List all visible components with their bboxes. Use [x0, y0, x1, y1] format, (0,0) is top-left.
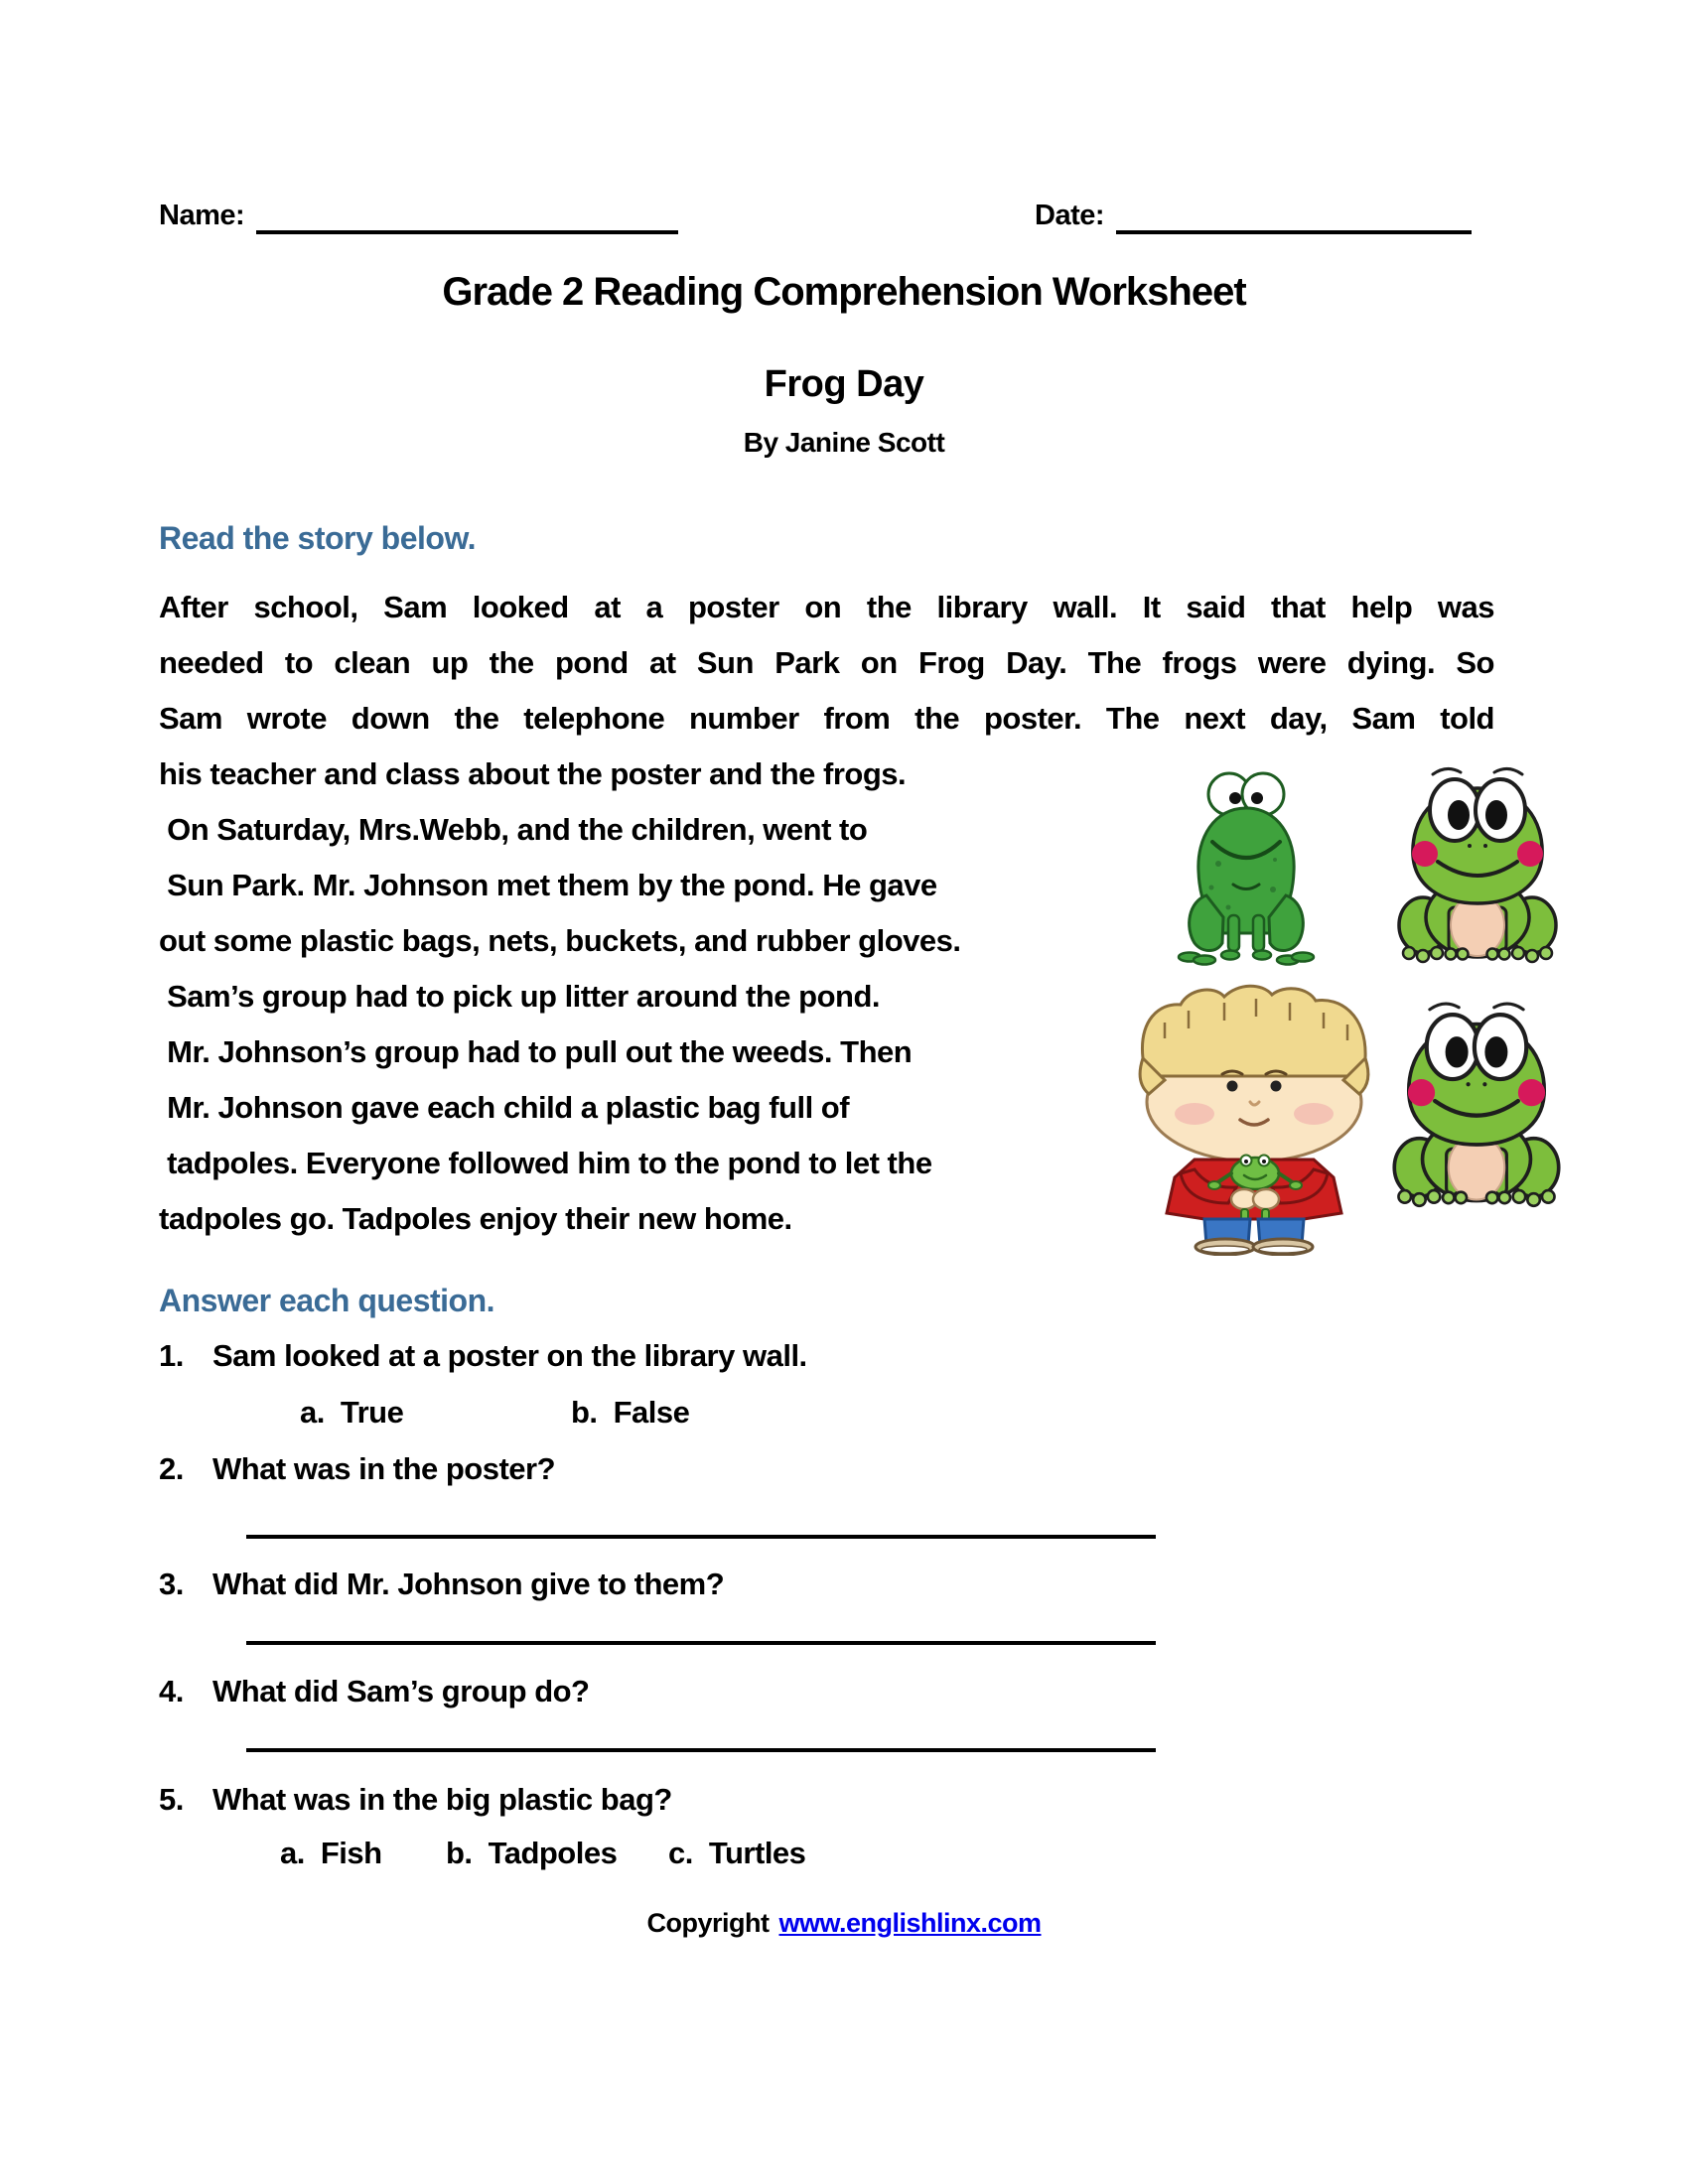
question-5-option-b — [446, 1836, 617, 1871]
story-line: Mr. Johnson’s group had to pull out the weeds. Then — [159, 1034, 913, 1069]
question-number: 4. — [159, 1674, 184, 1708]
story-line: Sun Park. Mr. Johnson met them by the pond. He gave — [159, 868, 937, 902]
copyright — [0, 1908, 1688, 1939]
option-label: b. — [446, 1836, 473, 1870]
question-1-option-a — [300, 1395, 403, 1431]
story-line: Sam wrote down the telephone number from the poster. The next day, Sam told — [159, 701, 1494, 736]
option-text: Fish — [320, 1836, 382, 1870]
option-text: True — [340, 1395, 404, 1430]
option-label: a. — [280, 1836, 305, 1870]
read-instruction: Read the story below. — [159, 520, 477, 556]
question-text: What was in the poster? — [212, 1451, 556, 1486]
boy-holding-frog-icon — [1129, 963, 1382, 1261]
answer-line-q2[interactable] — [246, 1535, 1156, 1539]
story-line: tadpoles go. Tadpoles enjoy their new home. — [159, 1201, 792, 1236]
question-2 — [159, 1451, 555, 1487]
date-field — [1035, 197, 1472, 234]
date-input-line[interactable] — [1116, 197, 1472, 234]
page-title: Grade 2 Reading Comprehension Worksheet — [442, 270, 1246, 314]
option-text: False — [613, 1395, 690, 1430]
name-field — [159, 197, 678, 234]
date-label: Date: — [1035, 200, 1105, 231]
question-number: 2. — [159, 1451, 184, 1486]
story-line: Sam’s group had to pick up litter around the pond. — [159, 979, 880, 1014]
question-number: 3. — [159, 1567, 184, 1601]
story-line: On Saturday, Mrs.Webb, and the children, went to — [159, 812, 868, 847]
name-input-line[interactable] — [256, 197, 678, 234]
question-5-option-a — [280, 1836, 382, 1871]
answer-instruction: Answer each question. — [159, 1283, 495, 1318]
story-line: needed to clean up the pond at Sun Park on Frog Day. The frogs were dying. So — [159, 645, 1494, 680]
story-line: his teacher and class about the poster and the frogs. — [159, 756, 907, 791]
option-label: a. — [300, 1395, 325, 1430]
option-label: c. — [668, 1836, 693, 1870]
cute-frog-icon — [1393, 758, 1562, 969]
story-line: Mr. Johnson gave each child a plastic bag full of — [159, 1090, 850, 1125]
question-text: What did Mr. Johnson give to them? — [212, 1567, 725, 1601]
story-title: Frog Day — [764, 363, 924, 405]
question-1 — [159, 1338, 807, 1374]
cute-frog-large-icon — [1388, 993, 1565, 1213]
option-label: b. — [571, 1395, 598, 1430]
illustration-cluster — [1127, 756, 1594, 1268]
story-line: After school, Sam looked at a poster on the library wall. It said that help was — [159, 590, 1494, 624]
question-number: 1. — [159, 1338, 184, 1373]
story-line: tadpoles. Everyone followed him to the pond to let the — [159, 1146, 932, 1180]
question-text: What was in the big plastic bag? — [212, 1782, 672, 1817]
story-paragraph-2 — [159, 802, 1132, 1247]
question-number: 5. — [159, 1782, 184, 1817]
question-5 — [159, 1782, 672, 1818]
question-4 — [159, 1674, 590, 1709]
answer-line-q3[interactable] — [246, 1641, 1156, 1645]
option-text: Tadpoles — [488, 1836, 618, 1870]
question-text: Sam looked at a poster on the library wall. — [212, 1338, 807, 1373]
byline: By Janine Scott — [743, 427, 945, 458]
story-line: out some plastic bags, nets, buckets, and rubber gloves. — [159, 923, 961, 958]
copyright-label: Copyright — [646, 1908, 770, 1938]
question-1-option-b — [571, 1395, 689, 1431]
sitting-green-frog-icon — [1177, 768, 1316, 977]
copyright-link[interactable]: www.englishlinx.com — [778, 1908, 1042, 1938]
question-5-option-c — [668, 1836, 805, 1871]
answer-line-q4[interactable] — [246, 1748, 1156, 1752]
option-text: Turtles — [708, 1836, 806, 1870]
question-text: What did Sam’s group do? — [212, 1674, 590, 1708]
question-3 — [159, 1567, 724, 1602]
name-label: Name: — [159, 200, 245, 231]
